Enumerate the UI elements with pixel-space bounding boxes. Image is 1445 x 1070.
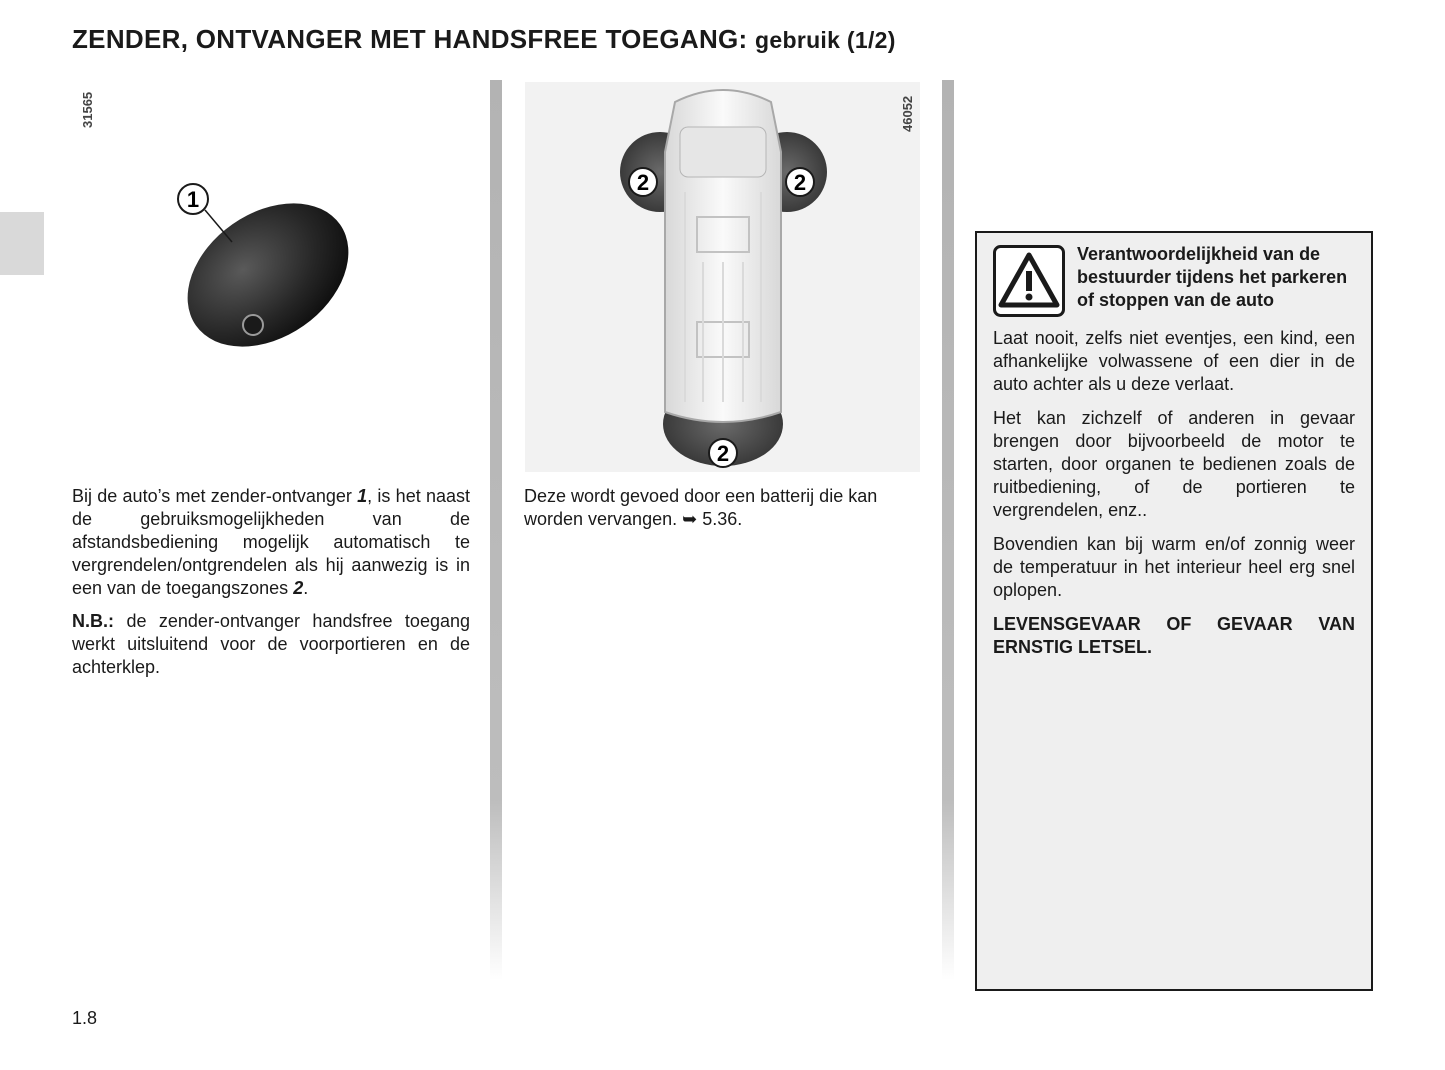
column2-text <box>524 485 924 541</box>
warning-title: Verantwoordelijkheid van de bestuurder tijdens het parkeren of stoppen van de auto <box>1077 244 1348 310</box>
key-ring-hole <box>243 315 263 335</box>
column1-text <box>72 485 470 689</box>
vehicle-windscreen <box>680 127 766 177</box>
warning-box <box>975 231 1373 991</box>
page-number: 1.8 <box>72 1008 98 1028</box>
callout-label-1: 1 <box>186 187 200 212</box>
warning-paragraph1: Laat nooit, zelfs niet eventjes, een kind, een afhankelijke volwassene of een dier in de auto achter als u deze verlaat. <box>993 328 1355 394</box>
page-title <box>72 24 896 55</box>
zone-label-front-left: 2 <box>636 170 650 195</box>
page-reference-arrow-icon: ➥ <box>682 509 698 529</box>
warning-paragraph2: Het kan zichzelf of anderen in gevaar brengen door bijvoorbeeld de motor te starten, door organen te bedienen zoals de ruitbediening, of de portieren te vergrendelen, enz.. <box>993 408 1355 520</box>
key-fob-illustration <box>150 170 370 370</box>
zone-label-front-right: 2 <box>793 170 807 195</box>
warning-danger-statement: LEVENSGEVAAR OF GEVAAR VAN ERNSTIG LETSEL. <box>993 614 1355 657</box>
warning-triangle-icon <box>993 245 1065 317</box>
section-tab-marker <box>0 212 44 275</box>
warning-paragraph3: Bovendien kan bij warm en/of zonnig weer de temperatuur in het interieur heel erg snel oplopen. <box>993 534 1355 600</box>
column1-paragraph1: Bij de auto’s met zender-ontvanger 1, is het naast de gebruiksmogelijkheden van de afstandsbediening mogelijk automatisch te vergrendelen/ontgrendelen als hij aanwezig is in een van de toegangszones 2. <box>72 486 470 598</box>
figure1-reference-number: 31565 <box>80 91 95 128</box>
vehicle-access-zones-illustration <box>525 82 920 472</box>
page-title-main: ZENDER, ONTVANGER MET HANDSFREE TOEGANG: <box>72 24 748 54</box>
column-divider-right <box>942 80 954 980</box>
zone-label-rear: 2 <box>716 441 730 466</box>
page-title-subtitle: gebruik (1/2) <box>755 27 896 53</box>
column-divider-left <box>490 80 502 980</box>
column1-note: N.B.: de zender-ontvanger handsfree toegang werkt uitsluitend voor de voorportieren en de achterklep. <box>72 611 470 677</box>
column2-paragraph1: Deze wordt gevoed door een batterij die kan worden vervangen. ➥ 5.36. <box>524 486 878 529</box>
figure2-reference-number: 46052 <box>900 95 915 132</box>
warning-header <box>993 243 1355 317</box>
